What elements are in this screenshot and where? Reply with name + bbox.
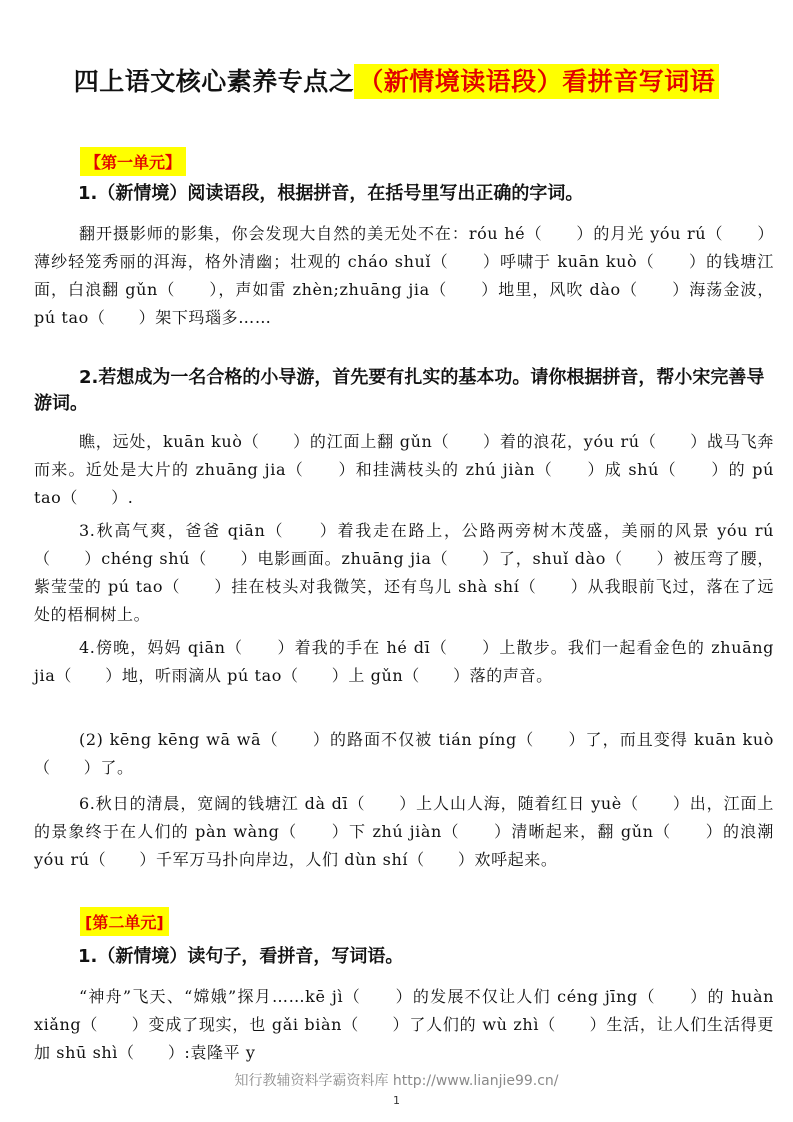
paragraph-text: 瞧，远处，kuān kuò（ ）的江面上翻 gǔn（ ）着的浪花，yóu rú（ ）战马飞奔而来。近处是大片的 zhuāng jia（ ）和挂满枝头的 zhú jiàn（ ）成 shú（ ）的 pú tao（ ）. <box>34 432 774 507</box>
paragraph-text: 3.秋高气爽，爸爸 qiān（ ）着我走在路上，公路两旁树木茂盛，美丽的风景 yóu rú（ ）chéng shú（ ）电影画面。zhuāng jia（ ）了，shuǐ dào（ ）被压弯了腰，紫莹莹的 pú tao（ ）挂在枝头对我微笑，还有鸟儿 shà shí（ ）从我眼前飞过，落在了远处的梧桐树上。 <box>34 521 774 624</box>
unit-1-q1-head: 1.（新情境）阅读语段，根据拼音，在括号里写出正确的字词。 <box>78 183 584 204</box>
page-number: 1 <box>393 1094 400 1107</box>
paragraph-text: “神舟”飞天、“嫦娥”探月……kē jì（ ）的发展不仅让人们 céng jīng（ ）的 huàn xiǎng（ ）变成了现实，也 gǎi biàn（ ）了人们的 wù zhì（ ）生活，让人们生活得更加 shū shì（ ）:袁隆平 y <box>34 987 774 1062</box>
unit-2-tag: [第二单元] <box>80 907 169 936</box>
unit-2-q1-text <box>34 983 774 1067</box>
unit-1-q5-text <box>34 726 774 782</box>
paragraph-text: 6.秋日的清晨，宽阔的钱塘江 dà dī（ ）上人山人海，随着红日 yuè（ ）出，江面上的景象终于在人们的 pàn wàng（ ）下 zhú jiàn（ ）清晰起来，翻 gǔn（ ）的浪潮 yóu rú（ ）千军万马扑向岸边，人们 dùn shí（ ）欢呼起来。 <box>34 794 774 869</box>
unit-1-q3-text <box>34 517 774 629</box>
unit-1-tag: 【第一单元】 <box>80 147 186 176</box>
unit-1-q6-text <box>34 790 774 874</box>
title-main: 四上语文核心素养专点之 <box>73 67 355 96</box>
unit-1-q1-text <box>34 220 774 332</box>
paragraph-text: 4.傍晚，妈妈 qiān（ ）着我的手在 hé dī（ ）上散步。我们一起看金色的 zhuāng jia（ ）地，听雨滴从 pú tao（ ）上 gǔn（ ）落的声音。 <box>34 638 774 685</box>
unit-1-q4-text <box>34 634 774 690</box>
unit-1-q2-text <box>34 428 774 512</box>
unit-1-q2-head: 2.若想成为一名合格的小导游，首先要有扎实的基本功。请你根据拼音，帮小宋完善导游词。 <box>34 367 765 414</box>
footer-watermark: 知行教辅资料学霸资料库 http://www.lianjie99.cn/ <box>234 1073 559 1089</box>
page-title <box>0 62 793 98</box>
unit-2-q1-head: 1.（新情境）读句子，看拼音，写词语。 <box>78 946 404 967</box>
title-highlight: （新情境读语段）看拼音写词语 <box>354 64 719 99</box>
paragraph-text: (2) kēng kēng wā wā（ ）的路面不仅被 tián píng（ ）了，而且变得 kuān kuò（ ）了。 <box>34 730 774 777</box>
paragraph-text: 翻开摄影师的影集，你会发现大自然的美无处不在：róu hé（ ）的月光 yóu rú（ ）薄纱轻笼秀丽的洱海，格外清幽；壮观的 cháo shuǐ（ ）呼啸于 kuān kuò（ ）的钱塘江面，白浪翻 gǔn（ ），声如雷 zhèn;zhuāng jia（ ）地里，风吹 dào（ ）海荡金波，pú tao（ ）架下玛瑙多…… <box>34 224 774 327</box>
